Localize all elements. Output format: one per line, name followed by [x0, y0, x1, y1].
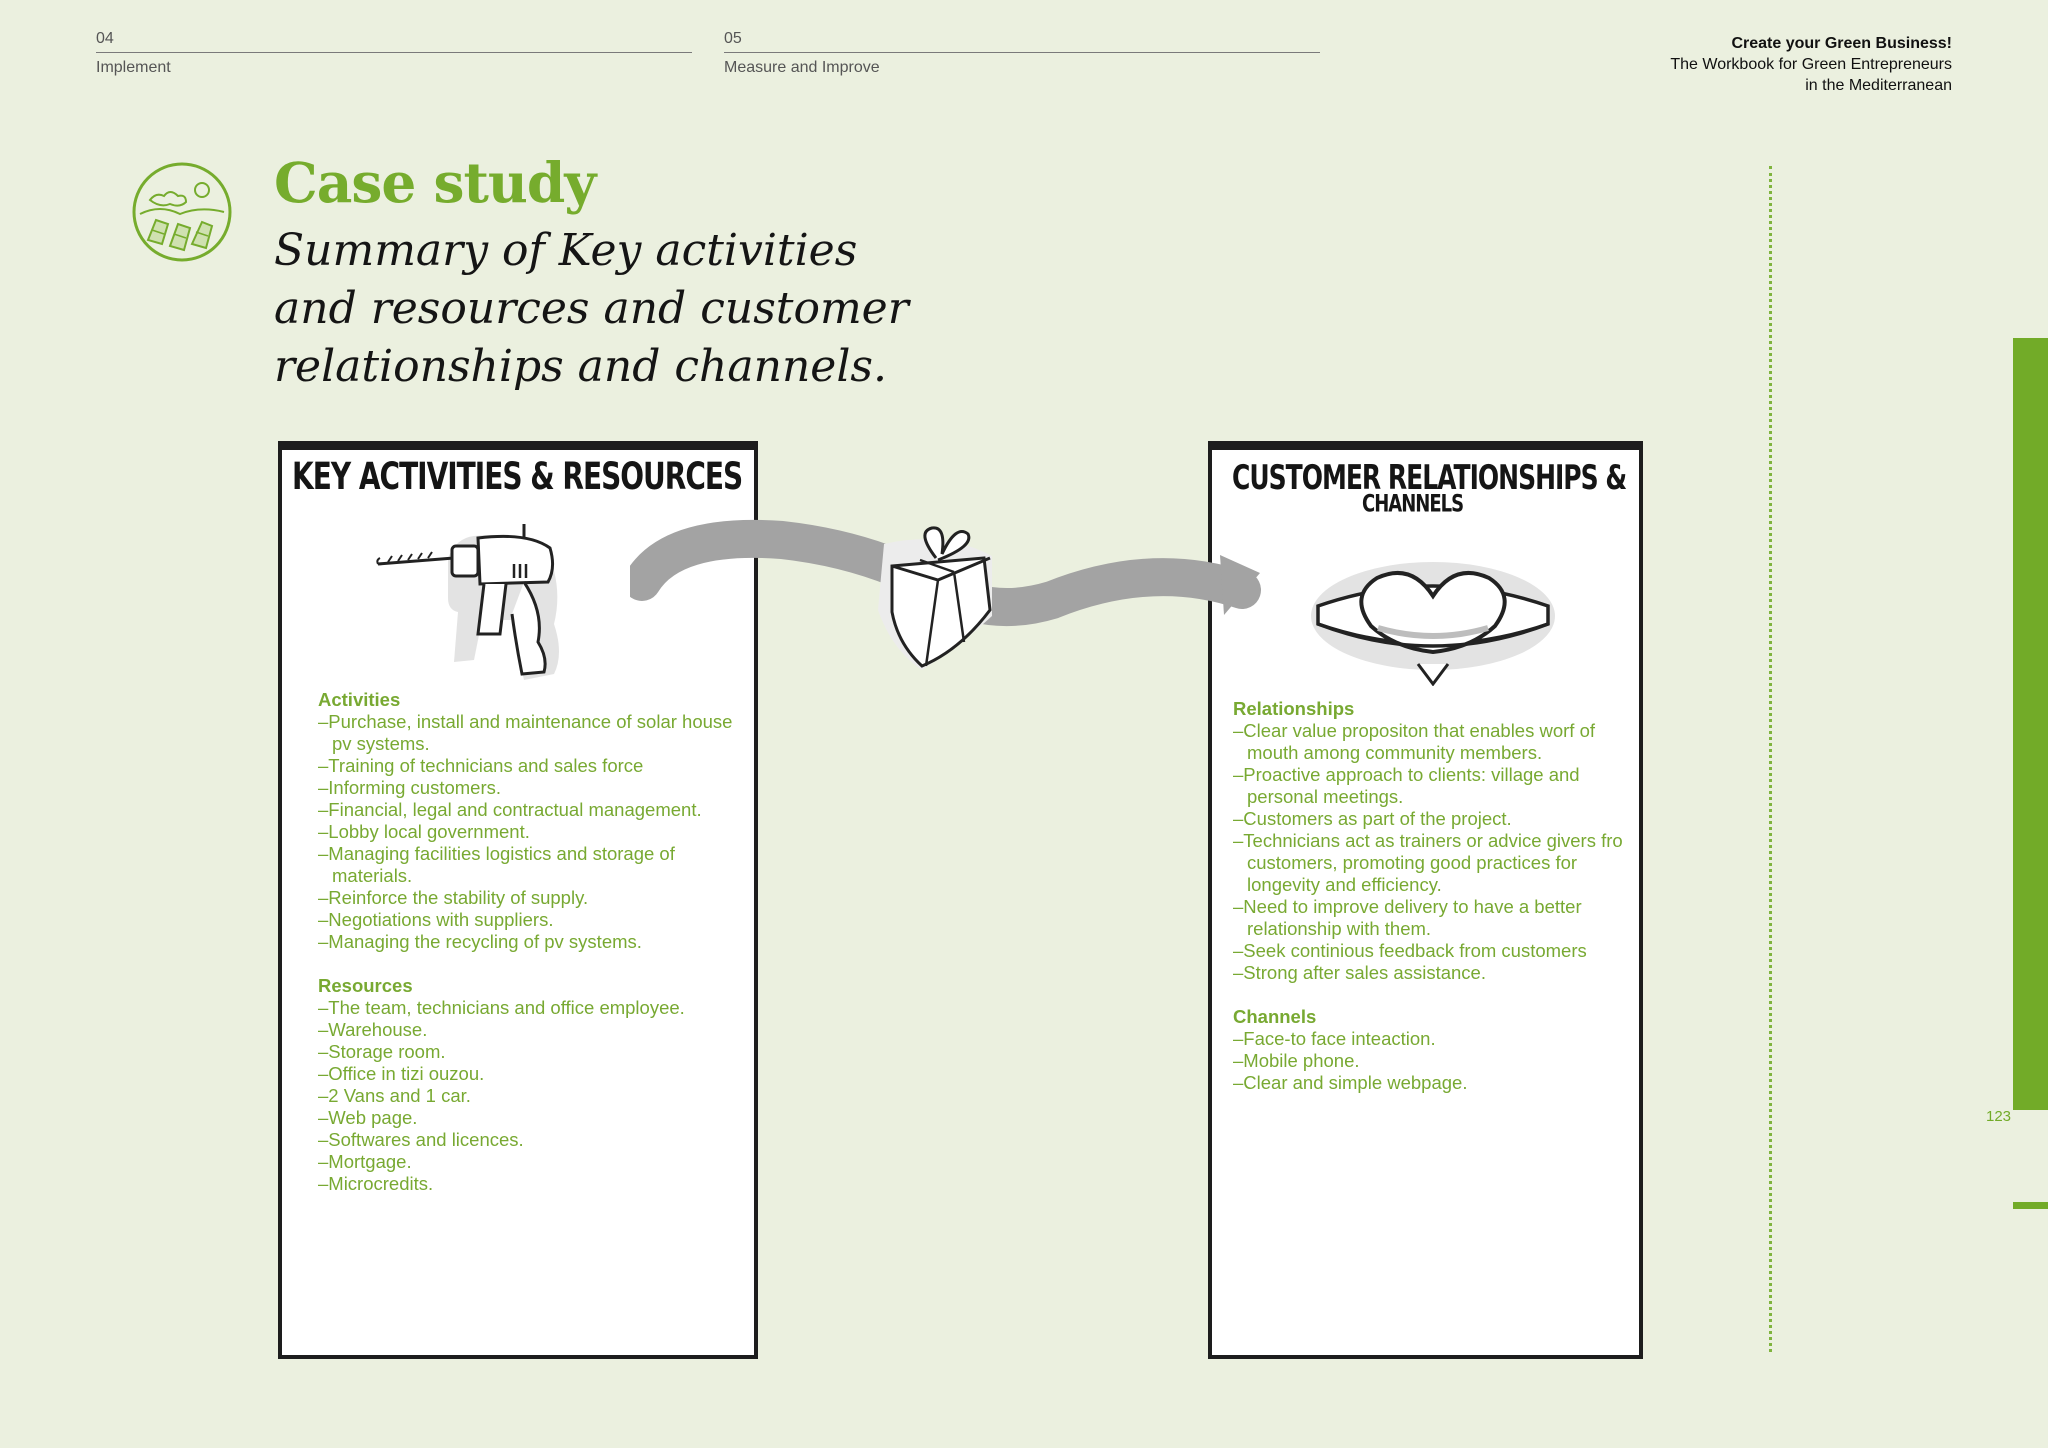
subtitle-line: and resources and customer — [274, 283, 909, 334]
gift-box-icon — [878, 528, 992, 670]
list-item: –Training of technicians and sales force — [318, 755, 644, 776]
panel-hand-title: KEY ACTIVITIES & RESOURCES — [292, 454, 743, 499]
list-item: –Clear and simple webpage. — [1233, 1072, 1468, 1093]
list-item: –Need to improve delivery to have a better relationship with them. — [1233, 896, 1582, 939]
list-item: –Lobby local government. — [318, 821, 530, 842]
wavy-arrow-icon — [630, 500, 1280, 700]
list-item: –Managing facilities logistics and storage of materials. — [318, 843, 675, 886]
list-item: –Purchase, install and maintenance of solar house pv systems. — [318, 711, 733, 754]
list-item: –Microcredits. — [318, 1173, 434, 1194]
nav-number: 04 — [96, 30, 114, 47]
list-item: –Clear value propositon that enables worf of mouth among community members. — [1233, 720, 1595, 763]
nav-divider — [724, 52, 1320, 53]
list-item: –Office in tizi ouzou. — [318, 1063, 485, 1084]
list-item: –Reinforce the stability of supply. — [318, 887, 589, 908]
nav-label: Implement — [96, 59, 171, 76]
list-item: –Informing customers. — [318, 777, 502, 798]
page-subtitle — [274, 222, 974, 396]
landscape-badge-icon — [130, 160, 234, 264]
activities-section — [318, 689, 748, 1195]
resources-heading: Resources — [318, 975, 413, 996]
list-item: –Financial, legal and contractual management. — [318, 799, 702, 820]
panel-hand-subtitle: CHANNELS — [1362, 490, 1464, 519]
book-title — [1670, 33, 1952, 96]
drill-icon — [374, 524, 624, 684]
book-title-line2: The Workbook for Green Entrepreneurs — [1670, 56, 1952, 73]
list-item: –Customers as part of the project. — [1233, 808, 1512, 829]
page-title: Case study — [274, 150, 596, 215]
book-title-line3: in the Mediterranean — [1805, 77, 1952, 94]
list-item: –Softwares and licences. — [318, 1129, 524, 1150]
list-item: –Seek continious feedback from customers — [1233, 940, 1587, 961]
list-item: –The team, technicians and office employee. — [318, 997, 685, 1018]
book-title-main: Create your Green Business! — [1731, 35, 1952, 52]
list-item: –Mobile phone. — [1233, 1050, 1360, 1071]
list-item: –Negotiations with suppliers. — [318, 909, 554, 930]
activities-heading: Activities — [318, 689, 401, 710]
nav-divider — [96, 52, 692, 53]
list-item: –Storage room. — [318, 1041, 446, 1062]
nav-label: Measure and Improve — [724, 59, 880, 76]
panel-hand-title: CUSTOMER RELATIONSHIPS & — [1232, 458, 1627, 498]
list-item: –Managing the recycling of pv systems. — [318, 931, 642, 952]
subtitle-line: relationships and channels. — [274, 341, 887, 392]
nav-section-implement[interactable] — [96, 30, 692, 77]
list-item: –2 Vans and 1 car. — [318, 1085, 471, 1106]
page-number: 123 — [1986, 1108, 2012, 1125]
list-item: –Web page. — [318, 1107, 418, 1128]
list-item: –Strong after sales assistance. — [1233, 962, 1486, 983]
chapter-tick — [2013, 1202, 2048, 1209]
list-item: –Technicians act as trainers or advice givers fro customers, promoting good practices for longevity and efficiency. — [1233, 830, 1623, 895]
heart-ring-icon — [1308, 556, 1558, 686]
relationships-heading: Relationships — [1233, 698, 1355, 719]
nav-number: 05 — [724, 30, 742, 47]
list-item: –Mortgage. — [318, 1151, 412, 1172]
list-item: –Face-to face inteaction. — [1233, 1028, 1436, 1049]
chapter-progress-bar — [2013, 338, 2048, 1110]
channels-heading: Channels — [1233, 1006, 1317, 1027]
relationships-section — [1233, 698, 1643, 1094]
list-item: –Warehouse. — [318, 1019, 428, 1040]
list-item: –Proactive approach to clients: village and personal meetings. — [1233, 764, 1580, 807]
dotted-divider — [1769, 166, 1772, 1352]
nav-section-measure[interactable] — [724, 30, 1320, 77]
subtitle-line: Summary of Key activities — [274, 225, 858, 276]
